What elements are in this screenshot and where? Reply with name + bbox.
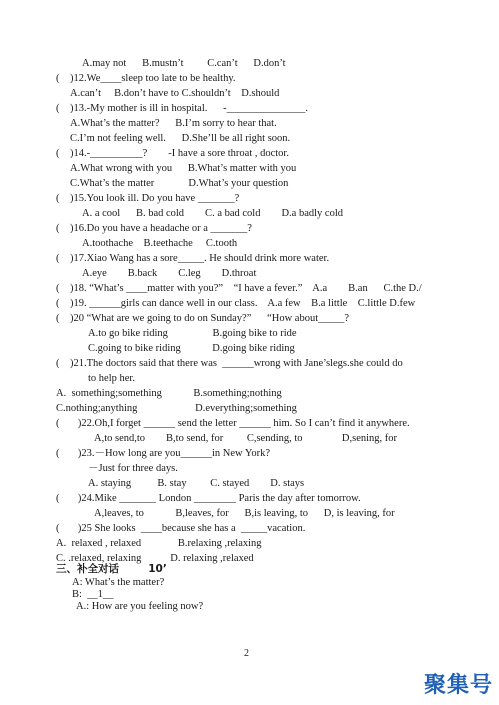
text-line: C.nothing;anything D.everything;something (56, 403, 297, 414)
text-line: ( )15.You look ill. Do you have _______? (56, 193, 240, 204)
text-line: C.I’m not feeling well. D.She’ll be all right soon. (70, 133, 291, 144)
text-line: ( )21.The doctors said that there was ______wrong with Jane’slegs.she could do (56, 358, 403, 369)
text-line: A: What’s the matter? (72, 577, 165, 588)
text-line: A. something;something B.something;nothing (56, 388, 282, 399)
text-line: －Just for three days. (88, 463, 178, 474)
text-line: A. a cool B. bad cold C. a bad cold D.a badly cold (82, 208, 343, 219)
text-line: ( )12.We____sleep too late to be healthy. (56, 73, 236, 84)
text-line: A.can’t B.don’t have to C.shouldn’t D.should (70, 88, 280, 99)
text-line: ( )19. ______girls can dance well in our class. A.a few B.a little C.little D.few (56, 298, 416, 309)
text-line: A.may not B.mustn’t C.can’t D.don’t (82, 58, 286, 69)
text-line: ( )16.Do you have a headache or a _______? (56, 223, 252, 234)
watermark-logo: 聚集号 (423, 673, 493, 698)
text-line: C.What’s the matter D.What’s your question (70, 178, 289, 189)
text-line: ( )25 She looks ____because she has a _____vacation. (56, 523, 306, 534)
text-line: ( )13.-My mother is ill in hospital. -_______________. (56, 103, 308, 114)
page-number: 2 (244, 648, 249, 659)
text-line: A.What wrong with you B.What’s matter with you (70, 163, 297, 174)
text-line: A.: How are you feeling now? (76, 601, 204, 612)
text-line: ( )20 “What are we going to do on Sunday?” “How about_____? (56, 313, 350, 324)
text-line: A.toothache B.teethache C.tooth (82, 238, 238, 249)
text-line: A.eye B.back C.leg D.throat (82, 268, 257, 279)
text-line: A. relaxed , relaxed B.relaxing ,relaxing (56, 538, 262, 549)
text-line: A. staying B. stay C. stayed D. stays (88, 478, 305, 489)
text-line: C. .relaxed, relaxing D. relaxing ,relaxed (56, 553, 254, 564)
text-line: A.What’s the matter? B.I’m sorry to hear that. (70, 118, 277, 129)
text-line: to help her. (88, 373, 135, 384)
text-line: A.to go bike riding B.going bike to ride (88, 328, 297, 339)
text-line: ( )17.Xiao Wang has a sore_____. He should drink more water. (56, 253, 330, 264)
text-line: A,to send,to B,to send, for C,sending, to D,sening, for (94, 433, 398, 444)
text-line: ( )14.-__________? -I have a sore throat , doctor. (56, 148, 289, 159)
text-line: B: __1__ (72, 589, 114, 600)
text-line: ( )23.－How long are you______in New York? (56, 448, 271, 459)
text-line: ( )24.Mike _______ London ________ Paris the day after tomorrow. (56, 493, 361, 504)
section-heading: 三、补全对话 10’ (56, 563, 167, 575)
text-line: ( )22.Oh,I forget ______ send the letter ______ him. So I can’t find it anywhere. (56, 418, 410, 429)
text-line: C.going to bike riding D.going bike riding (88, 343, 295, 354)
text-line: ( )18. “What’s ____matter with you?” “I have a fever.” A.a B.an C.the D./ (56, 283, 422, 294)
text-line: A,leaves, to B,leaves, for B,is leaving, to D, is leaving, for (94, 508, 395, 519)
